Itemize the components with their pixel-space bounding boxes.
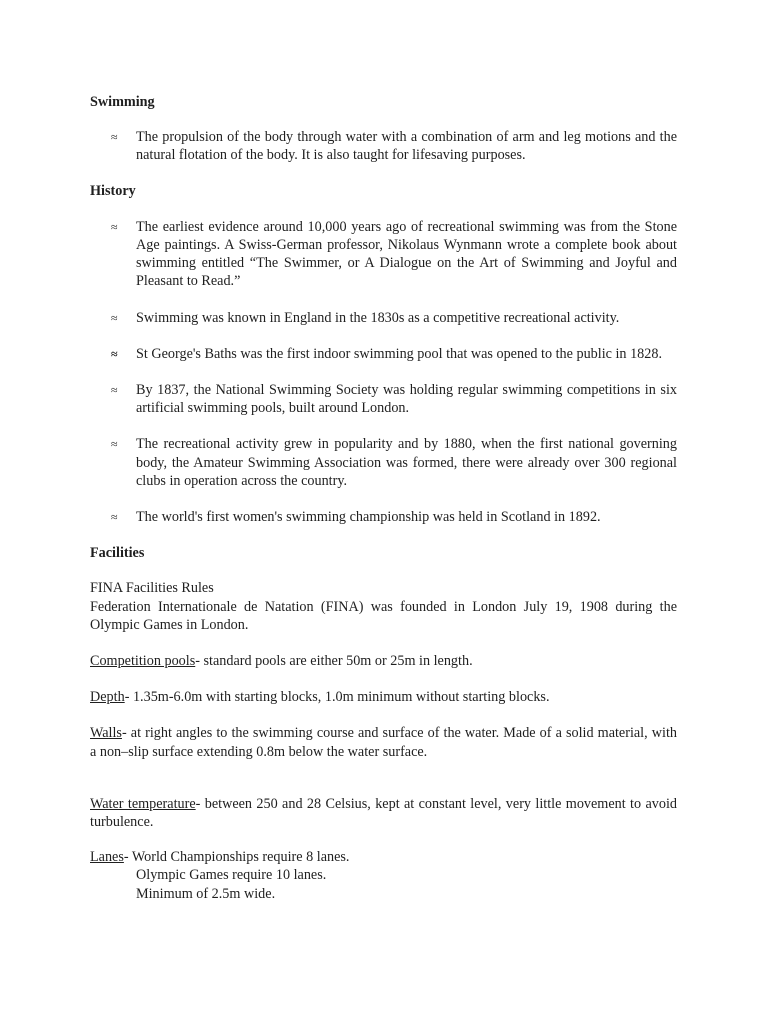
- bullet-text: St George's Baths was the first indoor swimming pool that was opened to the public in 1828.: [136, 345, 662, 362]
- swimming-heading: Swimming: [90, 94, 155, 110]
- list-item: [90, 345, 677, 363]
- bullet-text: The recreational activity grew in popularity and by 1880, when the first national governing body, the Amateur Swimming Association was formed, there were already over 300 regional clubs in operation across the country.: [136, 436, 677, 489]
- list-item: [90, 381, 677, 417]
- bullet-text: By 1837, the National Swimming Society was holding regular swimming competitions in six artificial swimming pools, built around London.: [136, 382, 677, 417]
- competition-pools-text: - standard pools are either 50m or 25m in length.: [195, 653, 473, 670]
- lanes-line-1: - World Championships require 8 lanes.: [123, 849, 350, 866]
- lanes-line-3: Minimum of 2.5m wide.: [136, 885, 276, 902]
- competition-pools-paragraph: [90, 652, 677, 670]
- bullet-text: The earliest evidence around 10,000 years ago of recreational swimming was from the Stone Age paintings. A Swiss-German professor, Nikolaus Wynmann wrote a complete book about swimming entitled “The Swimmer, or A Dialogue on the Art of Swimming and Joyful and Pleasant to Read.”: [136, 218, 677, 290]
- lanes-label: Lanes: [90, 849, 124, 866]
- water-temperature-text: - between 250 and 28 Celsius, kept at constant level, very little movement to avoid turbulence.: [90, 795, 677, 831]
- depth-paragraph: [90, 688, 677, 706]
- approx-bullet-icon: ≈: [111, 219, 118, 234]
- walls-paragraph: [90, 724, 677, 760]
- lanes-line-2: Olympic Games require 10 lanes.: [136, 867, 327, 884]
- bullet-text: The world's first women's swimming championship was held in Scotland in 1892.: [136, 509, 601, 526]
- fina-title: FINA Facilities Rules: [90, 580, 214, 597]
- list-item: [90, 218, 677, 291]
- fina-description: Federation Internationale de Natation (FINA) was founded in London July 19, 1908 during the Olympic Games in London.: [90, 598, 677, 633]
- list-item: [90, 508, 677, 526]
- approx-bullet-icon: ≈: [111, 383, 118, 398]
- document-body: [90, 93, 677, 903]
- history-heading: History: [90, 182, 136, 199]
- list-item: [90, 435, 677, 490]
- approx-bullet-icon: ≈: [111, 130, 118, 145]
- approx-bullet-icon: ≈: [111, 510, 118, 525]
- list-item: [90, 309, 677, 327]
- competition-pools-label: Competition pools: [90, 653, 196, 670]
- lanes-paragraph: [90, 848, 677, 866]
- bullet-text: The propulsion of the body through water with a combination of arm and leg motions and the natural flotation of the body. It is also taught for lifesaving purposes.: [136, 129, 677, 164]
- bullet-text: Swimming was known in England in the 1830s as a competitive recreational activity.: [136, 309, 620, 326]
- water-temperature-label: Water temperature: [90, 795, 196, 812]
- water-temperature-paragraph: [90, 795, 677, 831]
- depth-label: Depth: [90, 689, 125, 706]
- facilities-heading: Facilities: [90, 545, 145, 562]
- approx-bullet-icon: ≈: [111, 310, 118, 325]
- history-bullets: [90, 218, 677, 526]
- list-item: [90, 128, 677, 164]
- depth-text: - 1.35m-6.0m with starting blocks, 1.0m minimum without starting blocks.: [124, 689, 550, 706]
- swimming-bullets: [90, 128, 677, 164]
- approx-bullet-icon: ≈: [111, 437, 118, 452]
- walls-text: - at right angles to the swimming course and surface of the water. Made of a solid material, with a non–slip surface extending 0.8m below the water surface.: [90, 725, 677, 760]
- approx-bullet-icon: ≈: [111, 346, 118, 361]
- walls-label: Walls: [90, 725, 122, 742]
